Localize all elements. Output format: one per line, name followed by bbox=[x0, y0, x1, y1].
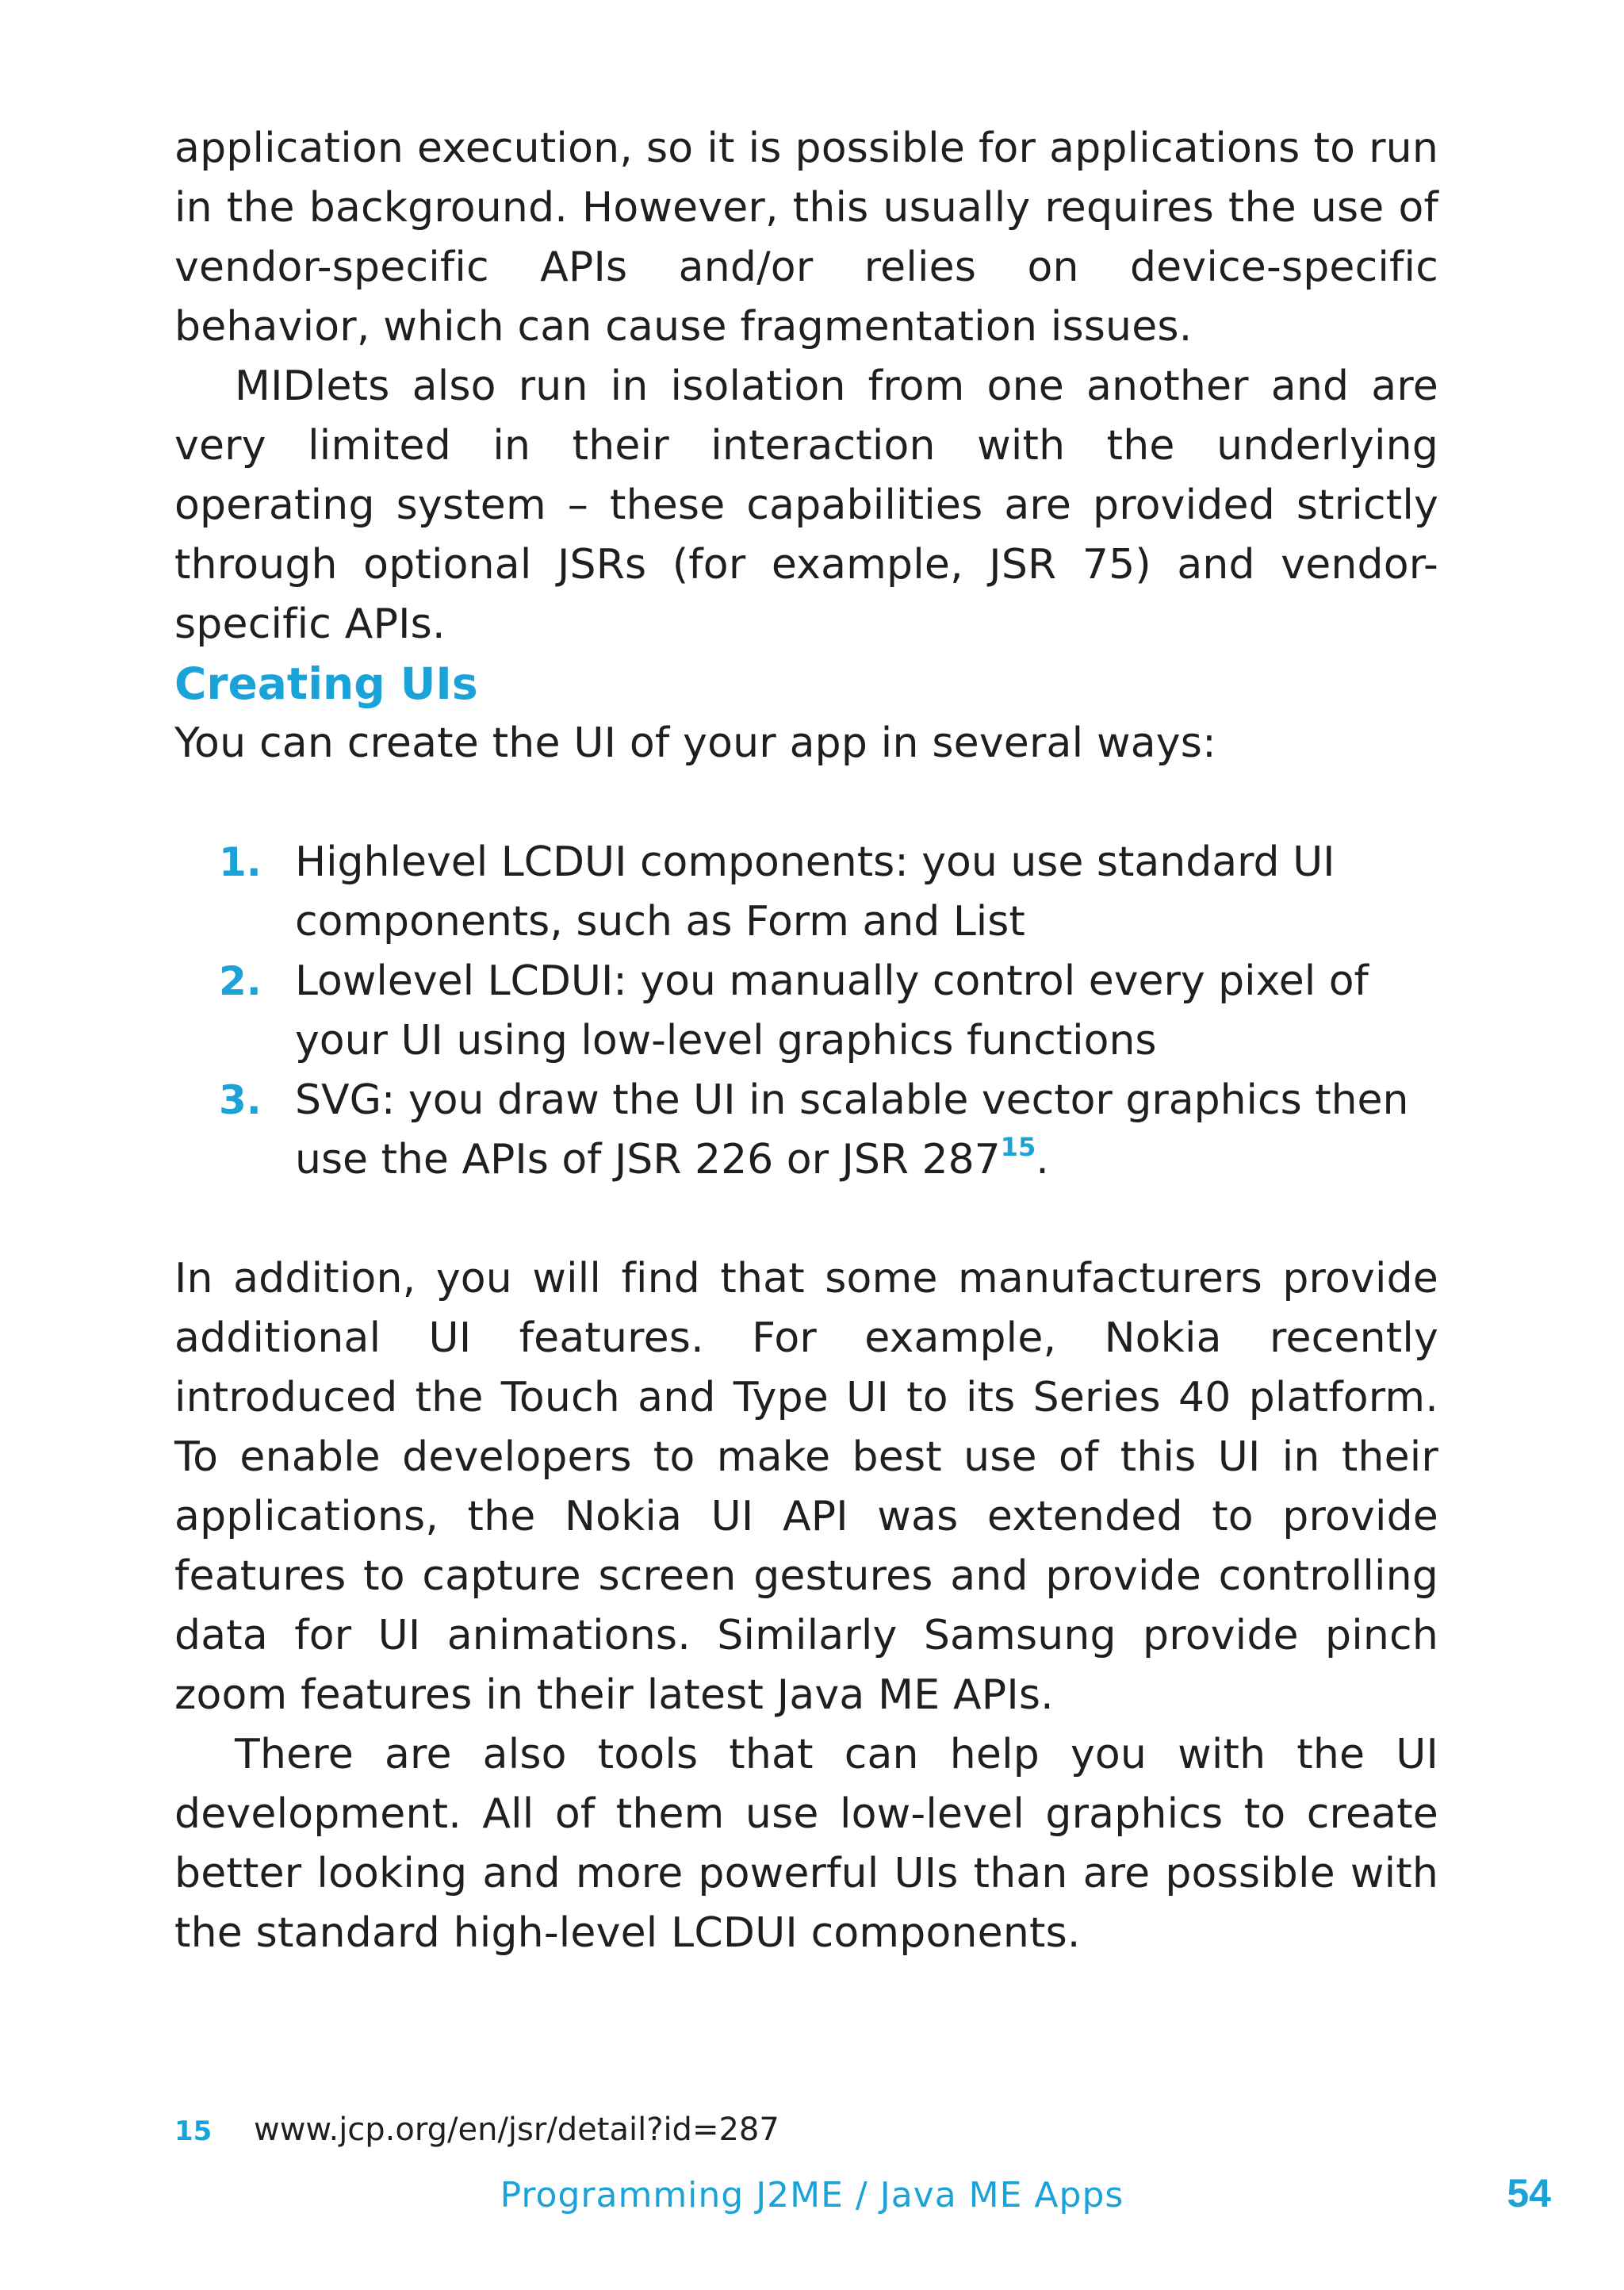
list-number: 3. bbox=[219, 1077, 262, 1123]
numbered-list bbox=[174, 833, 1438, 1190]
paragraph: MIDlets also run in isolation from one another and are very limited in their interaction with the underlying operating system – these capabilities are provided strictly through optional JSRs (for example, JSR 75) and vendor-specific APIs. bbox=[174, 362, 1438, 648]
list-number: 2. bbox=[219, 958, 262, 1004]
list-item-text: SVG: you draw the UI in scalable vector graphics then use the APIs of JSR 226 or JSR 287 bbox=[295, 1076, 1409, 1183]
list-number: 1. bbox=[219, 839, 262, 885]
body-bottom-text bbox=[174, 1249, 1438, 1963]
page-number: 54 bbox=[1507, 2171, 1551, 2215]
list-item-text: Highlevel LCDUI components: you use standard UI components, such as Form and List bbox=[295, 838, 1335, 946]
footnote-reference[interactable]: 15 bbox=[1000, 1132, 1036, 1162]
paragraph: There are also tools that can help you with the UI development. All of them use low-level graphics to create better looking and more powerful UIs than are possible with the standard high-level LCDUI components. bbox=[174, 1731, 1438, 1957]
footnote-link[interactable]: www.jcp.org/en/jsr/detail?id=287 bbox=[254, 2112, 779, 2148]
list-item-text: Lowlevel LCDUI: you manually control every pixel of your UI using low-level graphics functions bbox=[295, 957, 1369, 1064]
paragraph: application execution, so it is possible for applications to run in the background. However, this usually requires the use of vendor-specific APIs and/or relies on device-specific behavior, which can cause fragmentation issues. bbox=[174, 125, 1438, 351]
body-top-text bbox=[174, 119, 1438, 654]
section-heading: Creating UIs bbox=[174, 658, 478, 709]
list-item bbox=[174, 1071, 1438, 1190]
list-item-suffix: . bbox=[1036, 1136, 1049, 1183]
list-item bbox=[174, 952, 1438, 1071]
footnote bbox=[174, 2106, 779, 2155]
running-footer-title: Programming J2ME / Java ME Apps bbox=[500, 2175, 1124, 2215]
paragraph: You can create the UI of your app in several ways: bbox=[174, 719, 1216, 767]
section-intro bbox=[174, 714, 1438, 773]
paragraph: In addition, you will find that some manufacturers provide additional UI features. For example, Nokia recently introduced the Touch and Type UI to its Series 40 platform. To enable developers to make best use of this UI in their applications, the Nokia UI API was extended to provide features to capture screen gestures and provide controlling data for UI animations. Similarly Samsung provide pinch zoom features in their latest Java ME APIs. bbox=[174, 1255, 1438, 1719]
list-item bbox=[174, 833, 1438, 952]
footnote-number: 15 bbox=[174, 2115, 213, 2147]
